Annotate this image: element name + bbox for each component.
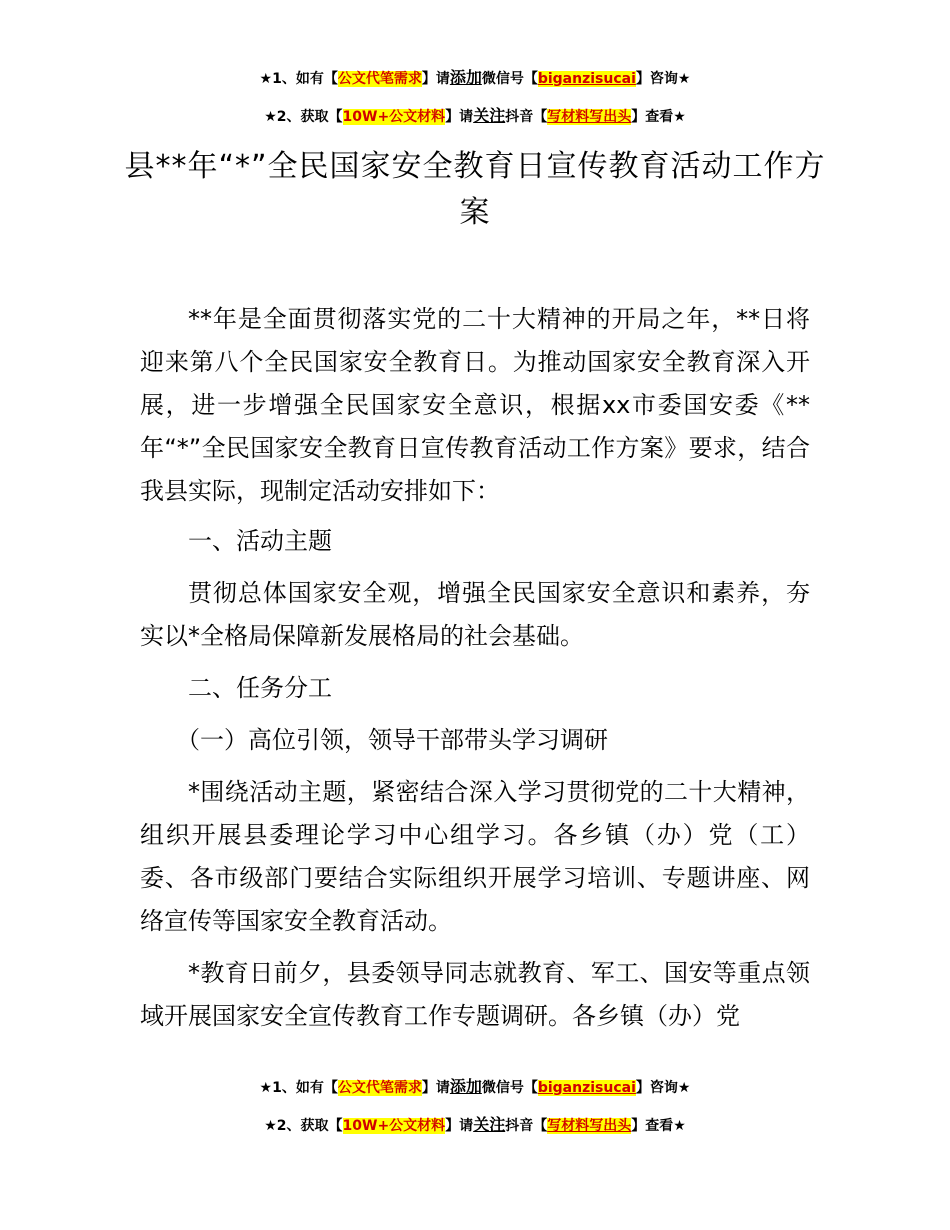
banner-text: 】查看★ <box>631 109 686 125</box>
banner-text: ★1、如有【 <box>259 71 338 87</box>
body-paragraph: **年是全面贯彻落实党的二十大精神的开局之年，**日将迎来第八个全民国家安全教育日。为推动国家安全教育深入开展，进一步增强全民国家安全意识，根据xx市委国安委《**年“*”全民国家安全教育日宣传教育活动工作方案》要求，结合我县实际，现制定活动安排如下： <box>140 305 810 505</box>
banner-text: ★1、如有【 <box>259 1080 338 1096</box>
banner-highlight: 公文代笔需求 <box>337 71 422 87</box>
banner-emphasis: 添加 <box>449 68 482 87</box>
banner-text: ★2、获取【 <box>264 1118 343 1134</box>
banner-text: 抖音【 <box>505 1118 548 1134</box>
wechat-id-highlight[interactable]: biganzisucai <box>537 71 636 87</box>
banner-text: 】咨询★ <box>635 71 691 87</box>
bottom-banner-line-1 <box>0 1077 950 1098</box>
body-paragraph: *围绕活动主题，紧密结合深入学习贯彻党的二十大精神，组织开展县委理论学习中心组学习。各乡镇（办）党（工）委、各市级部门要结合实际组织开展学习培训、专题讲座、网络宣传等国家安全教育活动。 <box>140 778 810 935</box>
banner-text: ★2、获取【 <box>264 109 343 125</box>
banner-text: 】请 <box>445 109 474 125</box>
banner-emphasis: 关注 <box>473 106 506 125</box>
section-heading: 一、活动主题 <box>188 527 332 555</box>
banner-text: 】请 <box>445 1118 474 1134</box>
banner-emphasis: 添加 <box>449 1077 482 1096</box>
banner-highlight: 10W+公文材料 <box>342 109 446 125</box>
banner-text: 】查看★ <box>631 1118 686 1134</box>
wechat-id-highlight[interactable]: biganzisucai <box>537 1080 636 1096</box>
document-body <box>140 298 810 1038</box>
document-title: 县**年“*”全民国家安全教育日宣传教育活动工作方案 <box>124 149 826 230</box>
banner-emphasis: 关注 <box>473 1115 506 1134</box>
banner-highlight: 公文代笔需求 <box>337 1080 422 1096</box>
banner-text: 抖音【 <box>505 109 548 125</box>
top-banner-line-1 <box>0 68 950 89</box>
banner-text: 】咨询★ <box>635 1080 691 1096</box>
banner-highlight: 10W+公文材料 <box>342 1118 446 1134</box>
bottom-banner-line-2 <box>0 1115 950 1136</box>
top-banner-line-2 <box>0 106 950 127</box>
banner-text: 微信号【 <box>481 1080 538 1096</box>
douyin-id-highlight[interactable]: 写材料写出头 <box>547 1118 632 1134</box>
body-paragraph: 贯彻总体国家安全观，增强全民国家安全意识和素养，夯实以*全格局保障新发展格局的社会基础。 <box>140 579 810 650</box>
douyin-id-highlight[interactable]: 写材料写出头 <box>547 109 632 125</box>
banner-text: 】请 <box>421 1080 450 1096</box>
body-paragraph: *教育日前夕，县委领导同志就教育、军工、国安等重点领域开展国家安全宣传教育工作专题调研。各乡镇（办）党 <box>140 959 810 1030</box>
banner-text: 微信号【 <box>481 71 538 87</box>
section-heading: 二、任务分工 <box>188 674 332 702</box>
banner-text: 】请 <box>421 71 450 87</box>
subsection-heading: （一）高位引领，领导干部带头学习调研 <box>176 726 608 754</box>
